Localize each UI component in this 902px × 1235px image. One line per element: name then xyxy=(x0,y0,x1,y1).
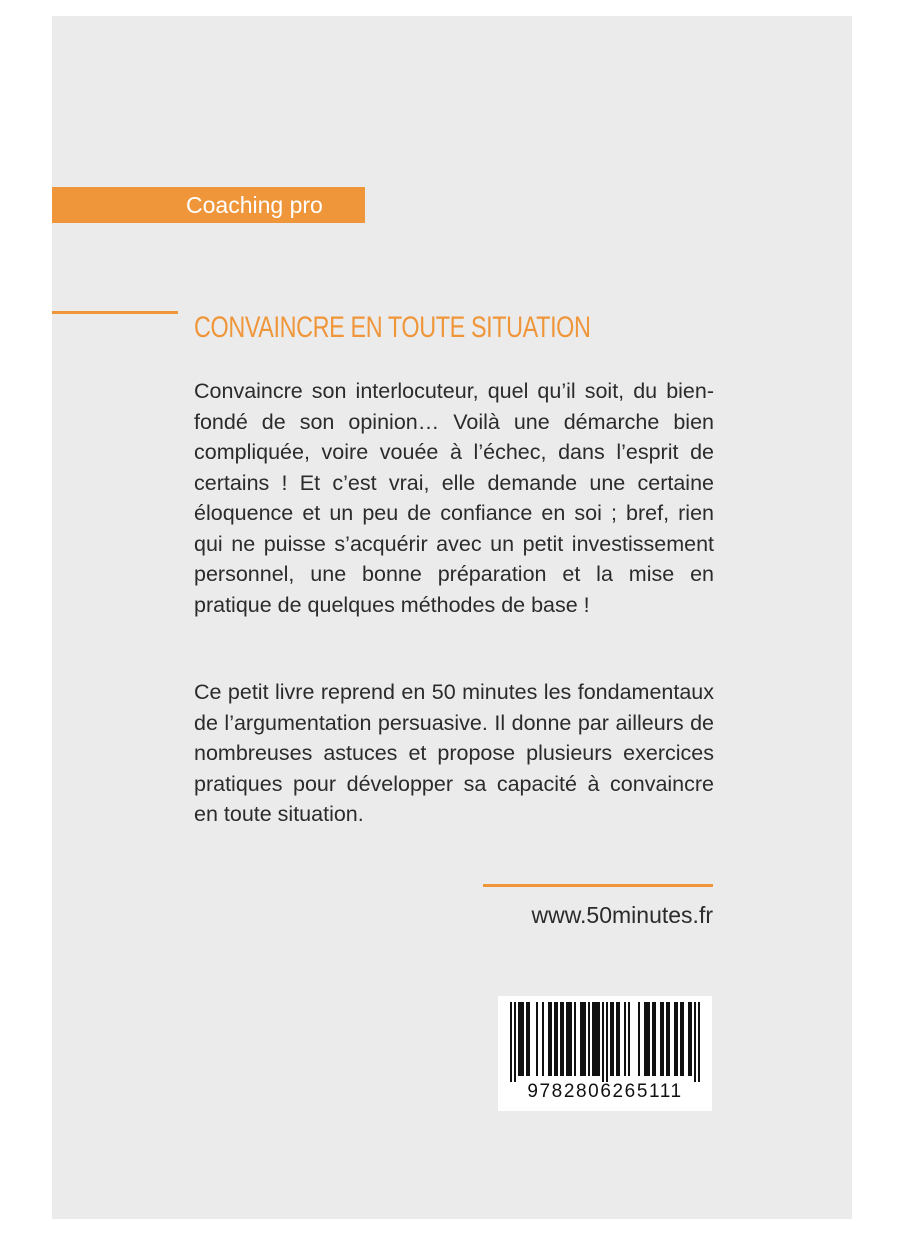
back-cover xyxy=(52,16,852,1219)
barcode-bar xyxy=(536,1002,538,1076)
barcode-bar xyxy=(668,1002,670,1076)
barcode-bar xyxy=(690,1002,692,1076)
barcode-bar xyxy=(598,1002,600,1076)
barcode-bar xyxy=(698,1002,700,1082)
barcode-bar xyxy=(618,1002,620,1076)
barcode-bar xyxy=(694,1002,696,1082)
barcode-bar xyxy=(526,1002,528,1076)
barcode-bar xyxy=(582,1002,584,1076)
barcode-bar xyxy=(666,1002,668,1076)
barcode-bar xyxy=(638,1002,640,1076)
barcode-bar xyxy=(628,1002,630,1076)
barcode-bar xyxy=(646,1002,648,1076)
barcode-bar xyxy=(610,1002,612,1076)
barcode-bar xyxy=(588,1002,590,1076)
title-divider xyxy=(52,311,178,314)
barcode-bar xyxy=(550,1002,552,1076)
isbn-number: 9782806265111 xyxy=(527,1081,683,1102)
barcode-bar xyxy=(676,1002,678,1076)
barcode-bar xyxy=(566,1002,568,1076)
barcode-bar xyxy=(560,1002,562,1076)
barcode-bar xyxy=(522,1002,524,1076)
barcode-bar xyxy=(612,1002,614,1076)
barcode-bar xyxy=(596,1002,598,1076)
barcode-bar xyxy=(570,1002,572,1076)
summary-paragraph-1: Convaincre son interlocuteur, quel qu’il soit, du bien-fondé de son opinion… Voilà une démarche bien compliquée, voire vouée à l’échec, dans l’esprit de certains ! Et c’est vrai, elle demande une certaine éloquence et un peu de confiance en soi ; bref, rien qui ne puisse s’acquérir avec un petit investissement personnel, une bonne préparation et la mise en pratique de quelques méthodes de base ! xyxy=(194,379,714,617)
barcode-bars xyxy=(498,996,712,1082)
isbn-barcode xyxy=(498,996,712,1111)
barcode-bar xyxy=(580,1002,582,1076)
barcode-bar xyxy=(660,1002,662,1076)
barcode-bar xyxy=(594,1002,596,1076)
barcode-bar xyxy=(548,1002,550,1076)
barcode-bar xyxy=(674,1002,676,1076)
barcode-bar xyxy=(644,1002,646,1076)
barcode-bar xyxy=(556,1002,558,1076)
barcode-bar xyxy=(648,1002,650,1076)
book-title: CONVAINCRE EN TOUTE SITUATION xyxy=(194,311,591,344)
barcode-bar xyxy=(662,1002,664,1076)
barcode-bar xyxy=(616,1002,618,1076)
barcode-bar xyxy=(680,1002,682,1076)
barcode-bar xyxy=(510,1002,512,1082)
barcode-bar xyxy=(514,1002,516,1082)
website-divider xyxy=(483,884,713,887)
barcode-bar xyxy=(542,1002,544,1076)
barcode-bar xyxy=(624,1002,626,1076)
barcode-bar xyxy=(606,1002,608,1082)
barcode-bar xyxy=(688,1002,690,1076)
barcode-bar xyxy=(554,1002,556,1076)
publisher-website: www.50minutes.fr xyxy=(531,902,713,928)
series-label: Coaching pro xyxy=(52,187,365,223)
barcode-bar xyxy=(574,1002,576,1076)
summary-paragraph-2: Ce petit livre reprend en 50 minutes les fondamentaux de l’argumentation persuasive. Il donne par ailleurs de nombreuses astuces et propose plusieurs exercices pratiques pour développer sa capacité à convaincre en toute situation. xyxy=(194,680,714,826)
barcode-bar xyxy=(518,1002,520,1076)
barcode-bar xyxy=(584,1002,586,1076)
barcode-bar xyxy=(602,1002,604,1082)
barcode-bar xyxy=(520,1002,522,1076)
barcode-bar xyxy=(562,1002,564,1076)
barcode-bar xyxy=(528,1002,530,1076)
barcode-bar xyxy=(568,1002,570,1076)
barcode-bar xyxy=(592,1002,594,1076)
barcode-bar xyxy=(682,1002,684,1076)
barcode-bar xyxy=(654,1002,656,1076)
barcode-bar xyxy=(652,1002,654,1076)
